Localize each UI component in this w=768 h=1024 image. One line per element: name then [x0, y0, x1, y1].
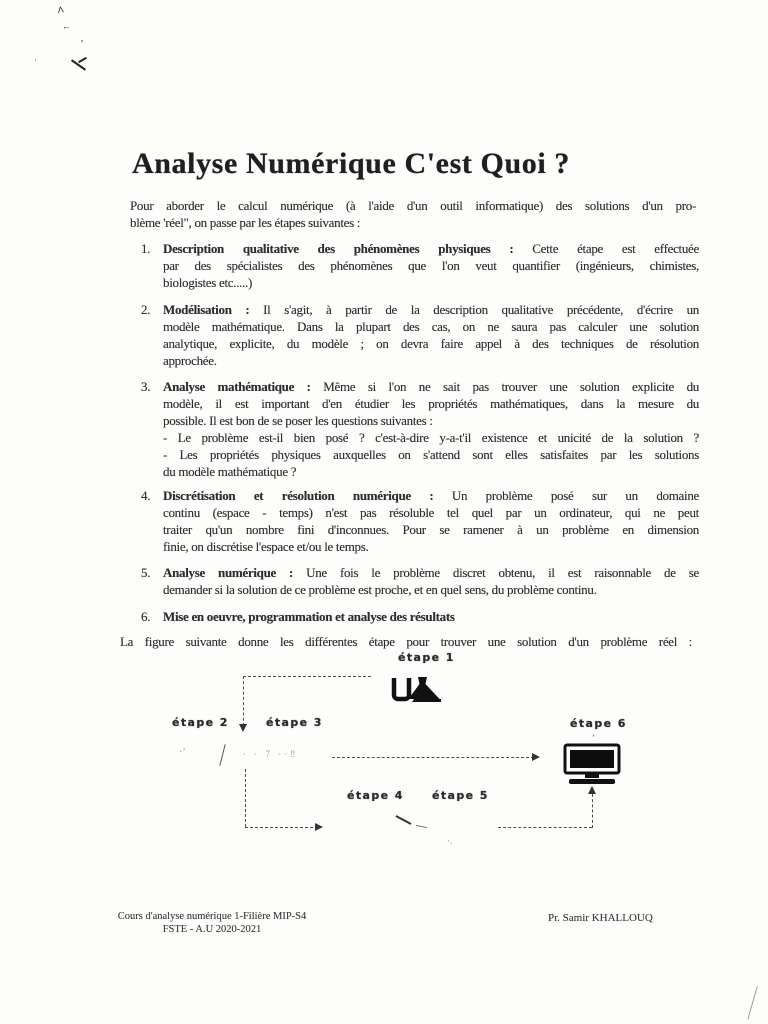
scan-artifact [747, 987, 757, 1020]
item-line: finie, on discrétise l'espace et/ou le temps. [163, 539, 369, 554]
scan-artifact [416, 825, 427, 828]
footer-course-info [103, 910, 321, 936]
figure-label-etape-3: étape 3 [266, 716, 323, 729]
item-line: Analyse numérique : Une fois le problème discret obtenu, il est raisonnable de se [163, 565, 699, 580]
list-item-step-4 [141, 487, 699, 555]
arrowhead-right-icon [532, 753, 540, 761]
scan-artifact: ^ [55, 2, 66, 19]
figure-label-etape-4: étape 4 [347, 789, 404, 802]
item-number: 2. [141, 302, 151, 317]
scan-artifact: ← [62, 21, 71, 31]
figure-label-etape-2: étape 2 [172, 716, 229, 729]
scan-artifact: ’ [80, 38, 84, 50]
list-item-step-3 [141, 378, 699, 480]
figure-label-etape-6: étape 6 [570, 717, 627, 730]
list-item-step-2 [141, 301, 699, 369]
item-line: Analyse mathématique : Même si l'on ne sait pas trouver une solution explicite du [163, 379, 699, 394]
item-line: Modélisation : Il s'agit, à partir de la description qualitative précédente, d'écrire un [163, 302, 699, 317]
arrowhead-right-icon [315, 823, 323, 831]
list-item-step-1 [141, 240, 699, 291]
item-number: 4. [141, 488, 151, 503]
item-heading: Analyse numérique : [163, 565, 294, 580]
item-number: 1. [141, 241, 151, 256]
item-number: 3. [141, 379, 151, 394]
item-number: 5. [141, 565, 151, 580]
item-line: - Les propriétés physiques auxquelles on s'attend sont elles satisfaites par les solutions [163, 447, 699, 462]
connector-bottom-right [498, 827, 592, 828]
intro-paragraph [130, 197, 696, 231]
footer-course-line1: Cours d'analyse numérique 1-Filière MIP-S4 [117, 911, 307, 922]
item-line: modèle, il est important d'en étudier les propriétés mathématiques, dans la mesure du [163, 396, 699, 411]
item-line: approchée. [163, 353, 217, 368]
lab-flask-icon [387, 676, 445, 706]
item-line: biologistes etc.....) [163, 275, 253, 290]
scan-artifact: ·. [447, 836, 453, 846]
intro-line: Pour aborder le calcul numérique (à l'aide d'un outil informatique) des solutions d'un pro- [130, 198, 696, 213]
list-item-step-5 [141, 564, 699, 598]
item-line [163, 608, 699, 625]
item-heading: Discrétisation et résolution numérique : [163, 488, 434, 503]
scan-artifact: ·’ [179, 747, 186, 758]
item-heading: Mise en oeuvre, programmation et analyse des résultats [163, 609, 455, 624]
item-line: Description qualitative des phénomènes physiques : Cette étape est effectuée [163, 241, 699, 256]
connector-flask-to-left [243, 676, 371, 677]
item-heading: Analyse mathématique : [163, 379, 311, 394]
connector-up-to-computer [592, 794, 593, 828]
footer-course-line2: FSTE - A.U 2020-2021 [162, 924, 262, 935]
arrowhead-down-icon [239, 724, 247, 732]
item-line: du modèle mathématique ? [163, 464, 297, 479]
item-line: analytique, explicite, du modèle ; on devra faire appel à des techniques de résolution [163, 336, 699, 351]
figure-label-etape-5: étape 5 [432, 789, 489, 802]
scan-artifact [71, 59, 86, 70]
page-title: Analyse Numérique C'est Quoi ? [132, 147, 570, 180]
computer-monitor-icon [560, 743, 626, 791]
item-line: par des spécialistes des phénomènes que l'on veut quantifier (ingénieurs, chimistes, [163, 258, 699, 273]
item-line: demander si la solution de ce problème est proche, et en quel sens, du problème continu. [163, 582, 597, 597]
scan-artifact [396, 815, 412, 825]
scan-artifact: · [34, 55, 37, 65]
item-heading: Modélisation : [163, 302, 250, 317]
connector-middle-to-computer [332, 757, 534, 758]
item-line: modèle mathématique. Dans la plupart des cas, on ne saura pas calculer une solution [163, 319, 699, 334]
scan-artifact [219, 744, 225, 766]
scan-artifact: ’ [592, 733, 595, 743]
connector-left-column [245, 769, 246, 827]
scan-artifact: · · 7 ··‼ [243, 749, 299, 759]
connector-bottom-left [245, 827, 318, 828]
figure-label-etape-1: étape 1 [398, 651, 455, 664]
item-line: possible. Il est bon de se poser les questions suivantes : [163, 413, 433, 428]
item-line: traiter qu'un nombre fini d'inconnues. Pour se ramener à un problème en dimension [163, 522, 699, 537]
arrowhead-up-icon [588, 786, 596, 794]
item-line: Discrétisation et résolution numérique : Un problème posé sur un domaine [163, 488, 699, 503]
scan-artifact [78, 57, 87, 63]
intro-line: blème 'réel", on passe par les étapes suivantes : [130, 215, 361, 230]
item-line: - Le problème est-il bien posé ? c'est-à-dire y-a-t'il existence et unicité de la solution ? [163, 430, 699, 445]
list-item-step-6 [141, 608, 699, 625]
footer-author: Pr. Samir KHALLOUQ [548, 912, 653, 924]
item-number: 6. [141, 609, 151, 624]
figure-intro: La figure suivante donne les différentes étape pour trouver une solution d'un problème réel : [120, 634, 692, 649]
connector-down-left [243, 676, 244, 726]
item-heading: Description qualitative des phénomènes physiques : [163, 241, 514, 256]
item-line: continu (espace - temps) n'est pas résoluble tel quel par un ordinateur, qui ne peut [163, 505, 699, 520]
